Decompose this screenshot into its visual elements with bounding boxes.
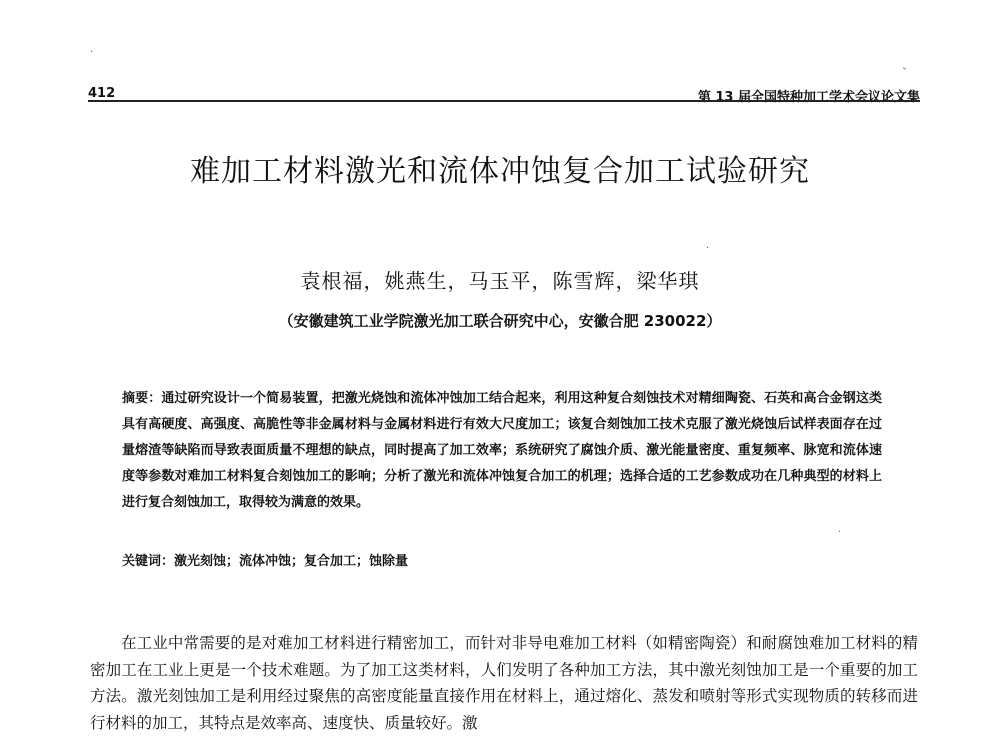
scan-speck: . xyxy=(90,44,94,55)
affiliation: （安徽建筑工业学院激光加工联合研究中心，安徽合肥 230022） xyxy=(278,312,722,330)
paper-title: 难加工材料激光和流体冲蚀复合加工试验研究 xyxy=(190,154,810,189)
page-number: 412 xyxy=(88,86,116,101)
abstract-label: 摘要： xyxy=(122,391,162,406)
body-paragraph: 在工业中常需要的是对难加工材料进行精密加工，而针对非导电难加工材料（如精密陶瓷）和耐腐蚀难加工材料的精密加工在工业上更是一个技术难题。为了加工这类材料，人们发明了各种加工方法，其中激光刻蚀加工是一个重要的加工方法。激光刻蚀加工是利用经过聚焦的高密度能量直接作用在材料上，通过熔化、蒸发和喷射等形式实现物质的转移而进行材料的加工，其特点是效率高、速度快、质量较好。激 xyxy=(90,634,918,732)
scan-speck: . xyxy=(838,524,842,535)
author-list: 袁根福，姚燕生，马玉平，陈雪辉，梁华琪 xyxy=(300,269,700,293)
scan-speck: ˇ xyxy=(902,68,907,79)
keywords-text: 激光刻蚀；流体冲蚀；复合加工；蚀除量 xyxy=(174,554,409,569)
keywords-label: 关键词： xyxy=(122,554,175,569)
header-rule xyxy=(88,100,920,102)
proceedings-title: 第 13 届全国特种加工学术会议论文集 xyxy=(697,90,920,105)
keywords xyxy=(122,552,882,572)
abstract xyxy=(122,386,882,516)
scan-speck: . xyxy=(706,240,710,251)
abstract-text: 通过研究设计一个简易装置，把激光烧蚀和流体冲蚀加工结合起来，利用这种复合刻蚀技术对精细陶瓷、石英和高合金钢这类具有高硬度、高强度、高脆性等非金属材料与金属材料进行有效大尺度加工；该复合刻蚀加工技术克服了激光烧蚀后试样表面存在过量熔渣等缺陷而导致表面质量不理想的缺点，同时提高了加工效率；系统研究了腐蚀介质、激光能量密度、重复频率、脉宽和流体速度等参数对难加工材料复合刻蚀加工的影响；分析了激光和流体冲蚀复合加工的机理；选择合适的工艺参数成功在几种典型的材料上进行复合刻蚀加工，取得较为满意的效果。 xyxy=(122,391,882,510)
